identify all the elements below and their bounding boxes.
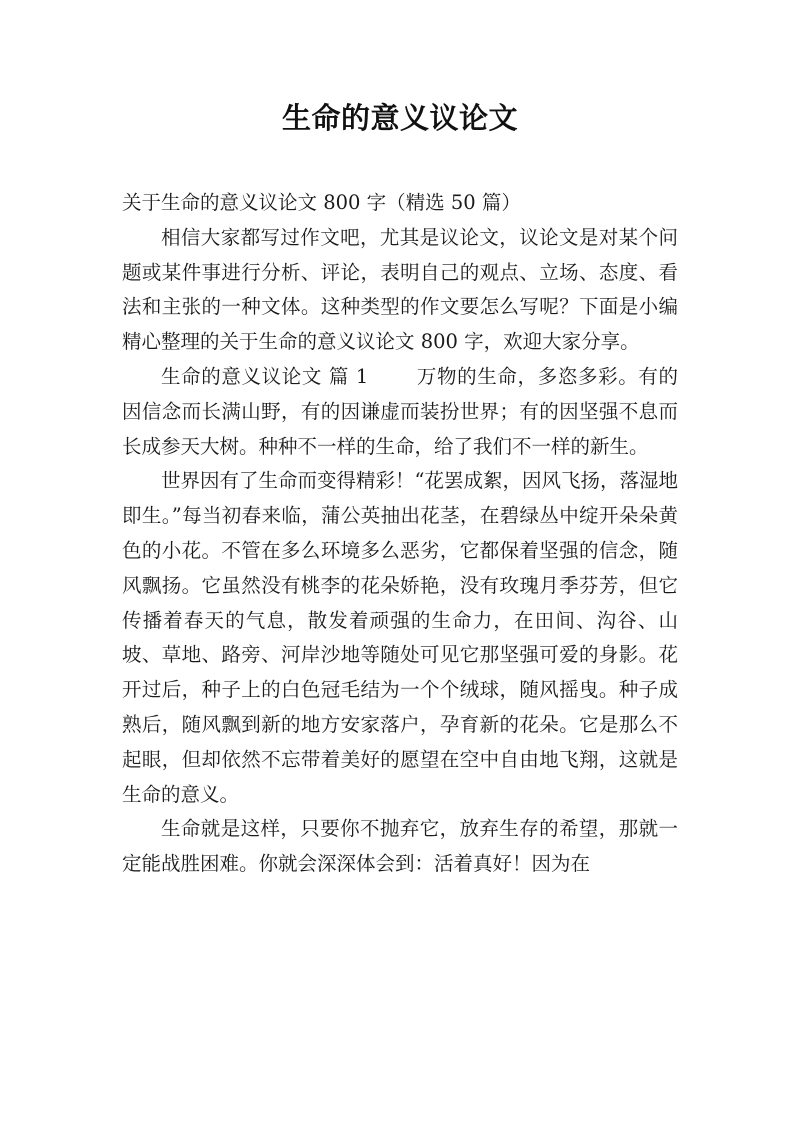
section-lead-text: 万物的生命，多恣多彩。有的因信念而长满山野，有的因谦虚而装扮世界；有的因坚强不息而长成参天大树。种种不一样的生命，给了我们不一样的新生。 (122, 364, 678, 458)
section-paragraph (122, 360, 678, 464)
section-heading: 生命的意义议论文 篇 1 (161, 364, 369, 388)
document-title: 生命的意义议论文 (281, 101, 518, 135)
body-paragraph-3: 生命就是这样，只要你不抛弃它，放弃生存的希望，那就一定能战胜困难。你就会深深体会到：活着真好！因为在 (122, 817, 678, 876)
document-subtitle: 关于生命的意义议论文 800 字（精选 50 篇） (122, 191, 521, 214)
document-body (122, 186, 678, 882)
body-paragraph-2: 世界因有了生命而变得精彩！“花罢成絮，因风飞扬，落湿地即生。”每当初春来临，蒲公英抽出花茎，在碧绿丛中绽开朵朵黄色的小花。不管在多么环境多么恶劣，它都保着坚强的信念，随风飘扬。它虽然没有桃李的花朵娇艳，没有玫瑰月季芬芳，但它传播着春天的气息，散发着顽强的生命力，在田间、沟谷、山坡、草地、路旁、河岸沙地等随处可见它那坚强可爱的身影。花开过后，种子上的白色冠毛结为一个个绒球，随风摇曳。种子成熟后，随风飘到新的地方安家落户，孕育新的花朵。它是那么不起眼，但却依然不忘带着美好的愿望在空中自由地飞翔，这就是生命的意义。 (122, 469, 678, 806)
intro-paragraph: 相信大家都写过作文吧，尤其是议论文，议论文是对某个问题或某件事进行分析、评论，表明自己的观点、立场、态度、看法和主张的一种文体。这种类型的作文要怎么写呢？下面是小编精心整理的关于生命的意义议论文 800 字，欢迎大家分享。 (122, 225, 678, 354)
